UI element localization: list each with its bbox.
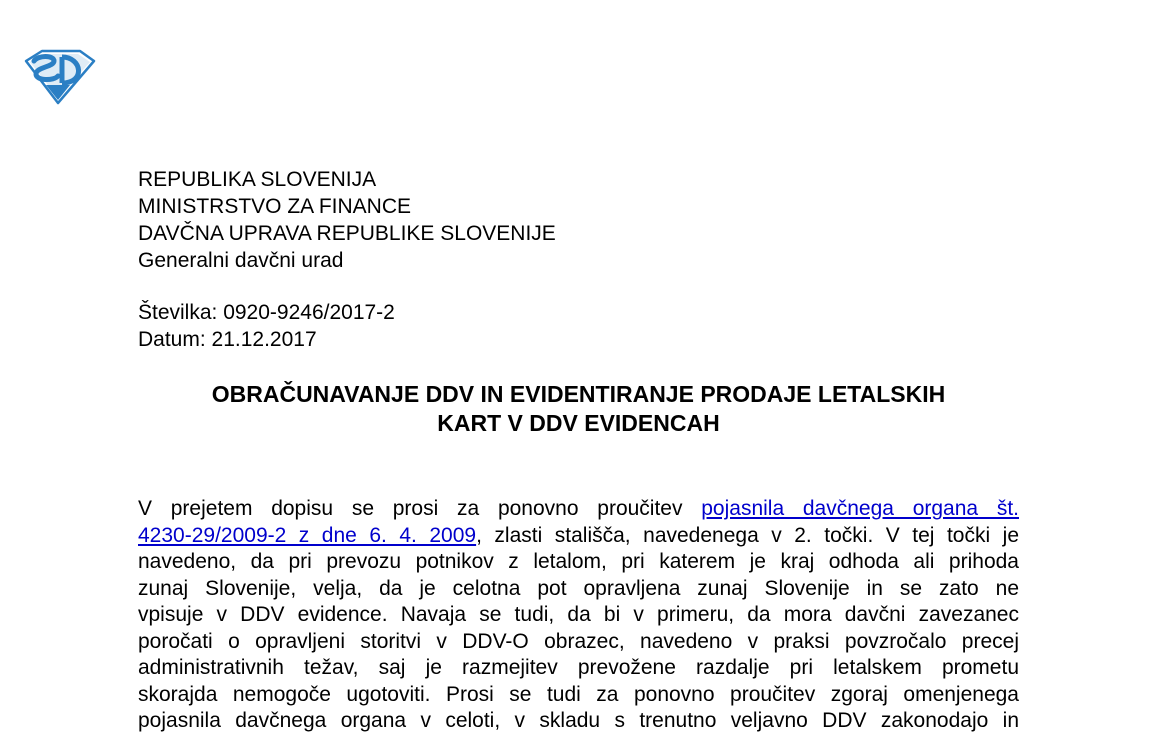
durs-logo-icon bbox=[20, 47, 96, 105]
body-line-2-text: , zlasti stališča, navedenega v 2. točki. V tej točki je bbox=[476, 523, 1019, 547]
body-paragraph bbox=[138, 496, 1019, 735]
title-line-2: KART V DDV EVIDENCAH bbox=[437, 410, 720, 436]
document-date: Datum: 21.12.2017 bbox=[138, 328, 317, 351]
body-line-7: administrativnih težav, saj je razmejitev prevožene razdalje pri letalskem prometu bbox=[138, 656, 1019, 679]
document-number: Številka: 0920-9246/2017-2 bbox=[138, 301, 395, 324]
issuer-line-tax-administration: DAVČNA UPRAVA REPUBLIKE SLOVENIJE bbox=[138, 222, 556, 245]
body-line-8: skorajda nemogoče ugotoviti. Prosi se tudi za ponovno proučitev zgoraj omenjenega bbox=[138, 682, 1019, 706]
reference-link-part-1[interactable]: pojasnila davčnega organa št. bbox=[701, 497, 1019, 520]
issuer-line-ministry: MINISTRSTVO ZA FINANCE bbox=[138, 195, 412, 218]
body-line-9: pojasnila davčnega organa v celoti, v skladu s trenutno veljavno DDV zakonodajo in bbox=[138, 709, 1019, 732]
body-line-2 bbox=[138, 523, 1019, 550]
body-line-6: poročati o opravljeni storitvi v DDV-O obrazec, navedeno v praksi povzročalo precej bbox=[138, 629, 1019, 653]
body-line-1-text: V prejetem dopisu se prosi za ponovno proučitev bbox=[138, 497, 702, 520]
body-line-1 bbox=[138, 496, 1019, 523]
body-line-5: vpisuje v DDV evidence. Navaja se tudi, da bi v primeru, da mora davčni zavezanec bbox=[138, 603, 1019, 626]
body-line-3: navedeno, da pri prevozu potnikov z letalom, pri katerem je kraj odhoda ali prihoda bbox=[138, 550, 1019, 573]
body-line-4: zunaj Slovenije, velja, da je celotna pot opravljena zunaj Slovenije in se zato ne bbox=[138, 576, 1019, 600]
title-line-1: OBRAČUNAVANJE DDV IN EVIDENTIRANJE PRODAJE LETALSKIH bbox=[211, 381, 946, 407]
issuer-line-republic: REPUBLIKA SLOVENIJA bbox=[138, 168, 377, 191]
document-title bbox=[138, 380, 1019, 438]
document-meta bbox=[138, 299, 395, 353]
issuer-line-office: Generalni davčni urad bbox=[138, 249, 344, 272]
reference-link-part-2[interactable]: 4230-29/2009-2 z dne 6. 4. 2009 bbox=[138, 523, 477, 547]
issuer-header bbox=[138, 166, 556, 274]
